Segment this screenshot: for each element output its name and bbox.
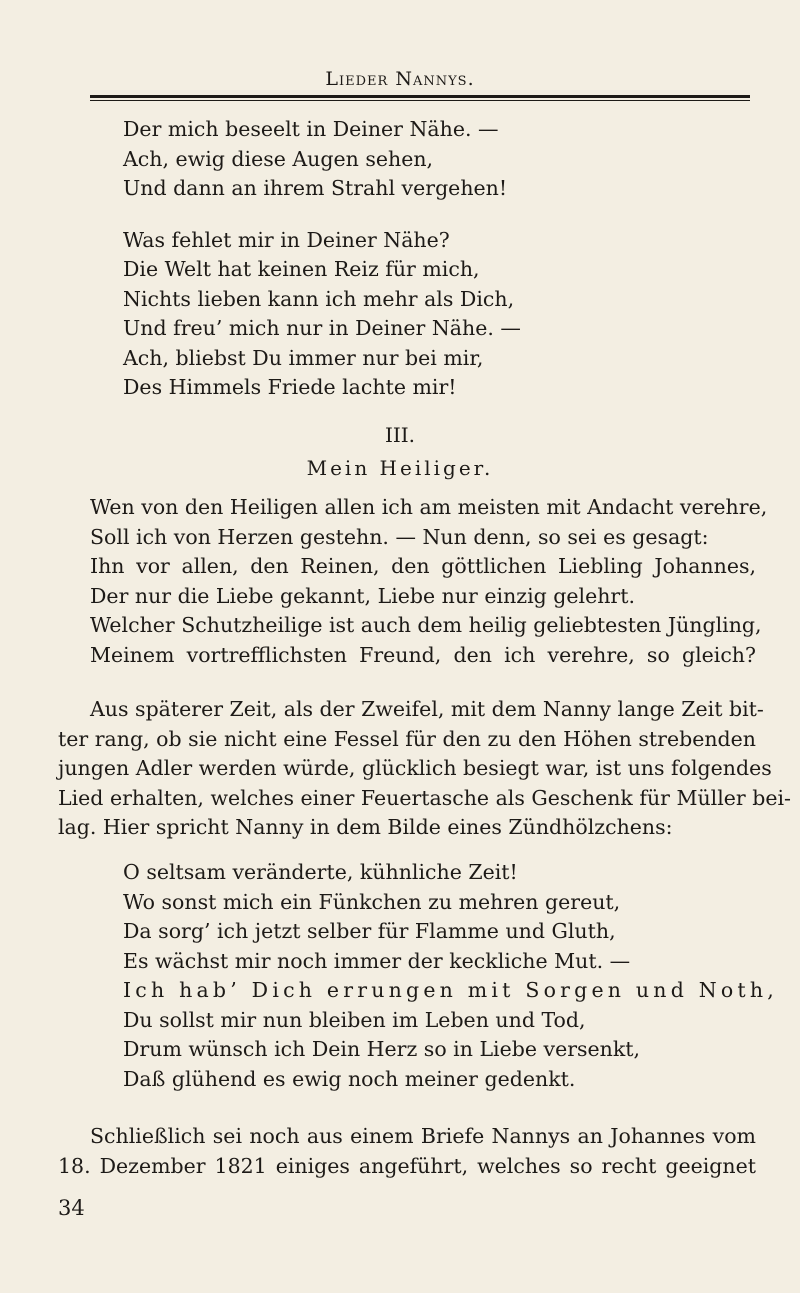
verse-line: Ihn vor allen, den Reinen, den göttlichen Liebling Johannes, [90,554,756,578]
verse-line: Des Himmels Friede lachte mir! [123,375,457,399]
verse-line: Und freu’ mich nur in Deiner Nähe. — [123,316,521,340]
prose-line: lag. Hier spricht Nanny in dem Bilde eines Zündhölzchens: [58,815,673,839]
section-title: Mein Heiliger. [306,456,494,480]
header-rule-thin [90,100,750,101]
verse-line: Welcher Schutzheilige ist auch dem heilig geliebtesten Jüngling, [90,613,762,637]
verse-line: Ach, ewig diese Augen sehen, [123,146,434,171]
verse-line: Wen von den Heiligen allen ich am meisten mit Andacht verehre, [90,495,768,519]
poem-mein-heiliger [90,493,768,670]
verse-line: Daß glühend es ewig noch meiner gedenkt. [123,1066,576,1091]
verse-line: Meinem vortrefflichsten Freund, den ich verehre, so gleich? [90,642,756,667]
poem-zuendhoelzchen [123,858,778,1094]
verse-line: Drum wünsch ich Dein Herz so in Liebe versenkt, [123,1037,641,1061]
verse-line: Nichts lieben kann ich mehr als Dich, [123,286,515,311]
verse-line: Wo sonst mich ein Fünkchen zu mehren gereut, [123,889,621,914]
verse-line: Da sorg’ ich jetzt selber für Flamme und Gluth, [123,919,616,943]
verse-line: Soll ich von Herzen gestehn. — Nun denn, so sei es gesagt: [90,524,709,549]
verse-line: Und dann an ihrem Strahl vergehen! [123,176,508,200]
verse-line: Ach, bliebst Du immer nur bei mir, [123,345,484,370]
prose-line: Lied erhalten, welches einer Feuertasche als Geschenk für Müller bei- [58,785,791,810]
prose-line: Schließlich sei noch aus einem Briefe Nannys an Johannes vom [90,1124,756,1148]
verse-line: Du sollst mir nun bleiben im Leben und Tod, [123,1007,586,1032]
verse-line: Es wächst mir noch immer der keckliche Mut. — [123,948,631,973]
prose-line: 18. Dezember 1821 einiges angeführt, welches so recht geeignet [58,1153,756,1178]
section-number: III. [384,423,416,447]
poem-continuation [123,115,521,403]
verse-line: Was fehlet mir in Deiner Nähe? [123,227,450,252]
verse-line: O seltsam veränderte, kühnliche Zeit! [123,860,518,884]
prose-line: jungen Adler werden würde, glücklich besiegt war, ist uns folgendes [58,756,772,780]
verse-line-spaced: Ich hab’ Dich errungen mit Sorgen und Noth, [123,978,778,1002]
running-head: Lieder Nannys. [325,68,475,90]
prose-line: Aus späterer Zeit, als der Zweifel, mit dem Nanny lange Zeit bit- [90,697,764,721]
page-number: 34 [58,1196,85,1220]
prose-line: ter rang, ob sie nicht eine Fessel für den zu den Höhen strebenden [58,726,756,751]
verse-line: Der mich beseelt in Deiner Nähe. — [123,117,499,141]
header-rule-thick [90,95,750,98]
verse-line: Die Welt hat keinen Reiz für mich, [123,257,480,281]
verse-line: Der nur die Liebe gekannt, Liebe nur einzig gelehrt. [90,583,635,608]
prose-paragraph-1 [58,695,791,843]
stanza-gap [123,204,521,226]
prose-paragraph-2 [58,1122,756,1181]
